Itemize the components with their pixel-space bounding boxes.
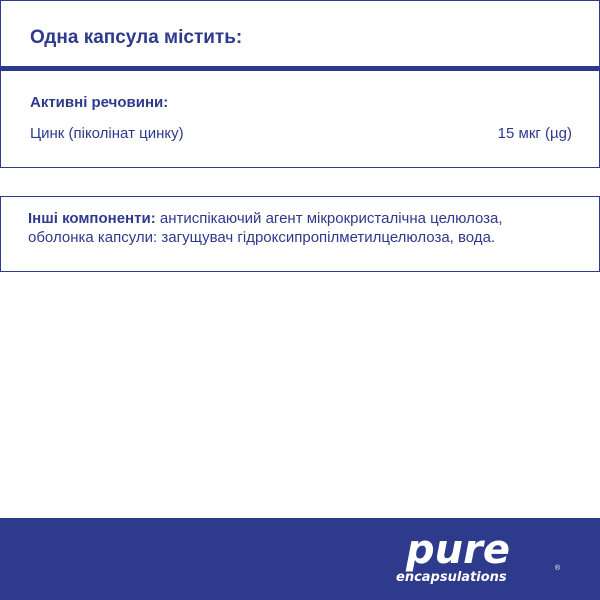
other-ingredients-text [28, 209, 558, 247]
brand-footer [0, 518, 600, 600]
other-ingredients-label: Інші компоненти: [28, 210, 156, 227]
brand-logo [396, 527, 560, 590]
other-ingredients-list: антиспікаючий агент мікрокристалічна целюлоза, оболонка капсули: загущувач гідроксипропілметилцелюлоза, вода. [28, 210, 503, 246]
supplement-facts-panel [0, 0, 600, 168]
brand-logo-main: pure [406, 527, 510, 573]
registered-mark: ® [554, 565, 560, 572]
active-ingredients-heading: Активні речовини: [30, 94, 169, 111]
panel-title: Одна капсула містить: [30, 27, 243, 48]
brand-logo-sub: encapsulations [396, 570, 507, 585]
ingredient-name: Цинк (піколінат цинку) [30, 125, 184, 142]
title-divider [1, 66, 599, 71]
other-ingredients-panel [0, 196, 600, 272]
ingredient-amount: 15 мкг (µg) [497, 125, 572, 142]
